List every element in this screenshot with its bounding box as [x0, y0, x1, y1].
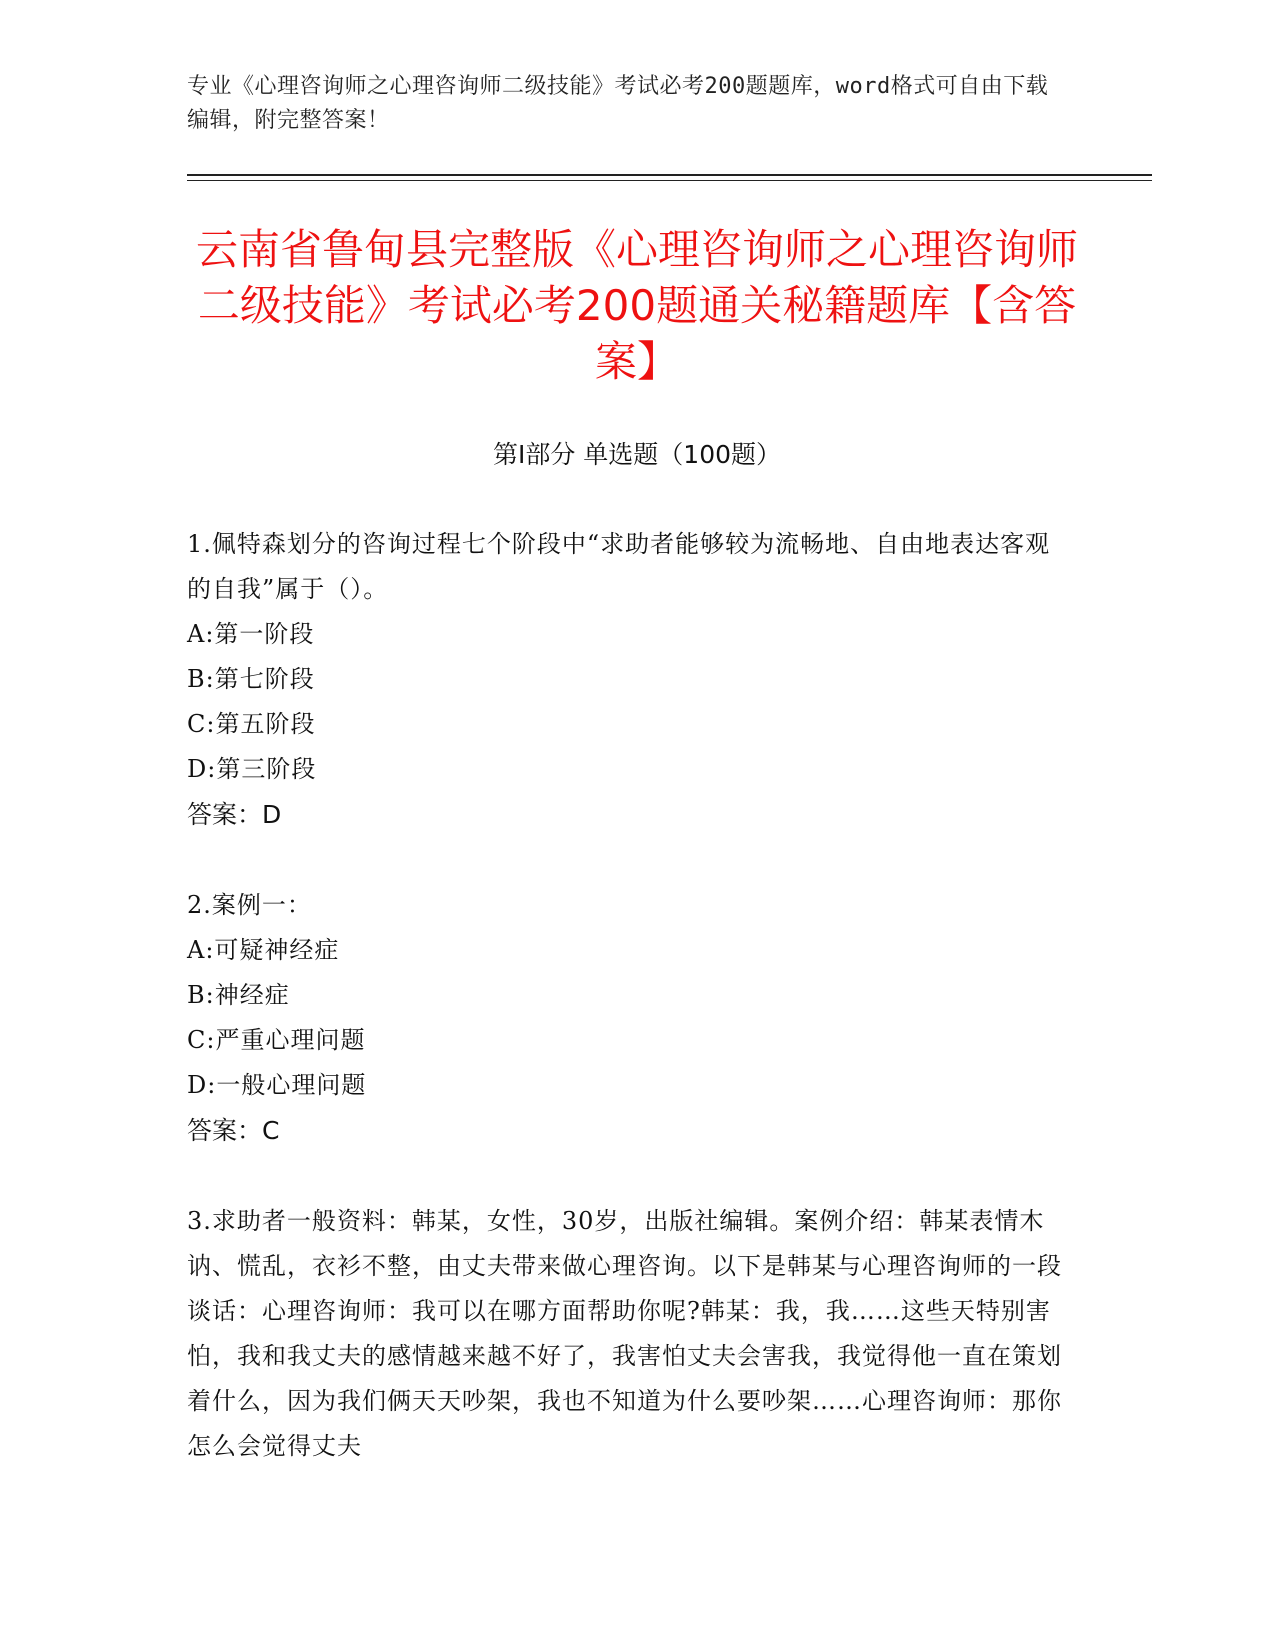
header-divider-thin: [187, 180, 1152, 181]
document-title: 云南省鲁甸县完整版《心理咨询师之心理咨询师二级技能》考试必考200题通关秘籍题库【含答案】: [195, 225, 1078, 386]
section-heading: 第Ⅰ部分 单选题（100题）: [492, 440, 782, 469]
question-text: 2.案例一：: [187, 891, 312, 919]
question-option: C:第五阶段: [187, 710, 316, 738]
question-option: B:第七阶段: [187, 665, 315, 693]
question-item: [187, 522, 1067, 837]
question-list: [187, 522, 1067, 1515]
question-text: 3.求助者一般资料：韩某，女性，30岁，出版社编辑。案例介绍：韩某表情木讷、慌乱，衣衫不整，由丈夫带来做心理咨询。以下是韩某与心理咨询师的一段谈话：心理咨询师：我可以在哪方面帮助你呢?韩某：我，我……这些天特别害怕，我和我丈夫的感情越来越不好了，我害怕丈夫会害我，我觉得他一直在策划着什么，因为我们俩天天吵架，我也不知道为什么要吵架……心理咨询师：那你怎么会觉得丈夫: [187, 1207, 1062, 1460]
question-option: A:可疑神经症: [187, 936, 340, 964]
question-answer: 答案：C: [187, 1116, 280, 1145]
question-answer: 答案：D: [187, 800, 282, 829]
header-divider-thick: [187, 174, 1152, 176]
question-option: C:严重心理问题: [187, 1026, 366, 1054]
question-option: A:第一阶段: [187, 620, 315, 648]
question-option: D:一般心理问题: [187, 1071, 367, 1099]
question-text: 1.佩特森划分的咨询过程七个阶段中“求助者能够较为流畅地、自由地表达客观的自我”属于（）。: [187, 530, 1051, 603]
question-option: D:第三阶段: [187, 755, 317, 783]
header-note: 专业《心理咨询师之心理咨询师二级技能》考试必考200题题库，word格式可自由下载编辑，附完整答案！: [187, 74, 1049, 133]
question-item: [187, 1199, 1067, 1469]
question-option: B:神经症: [187, 981, 290, 1009]
question-item: [187, 883, 1067, 1153]
